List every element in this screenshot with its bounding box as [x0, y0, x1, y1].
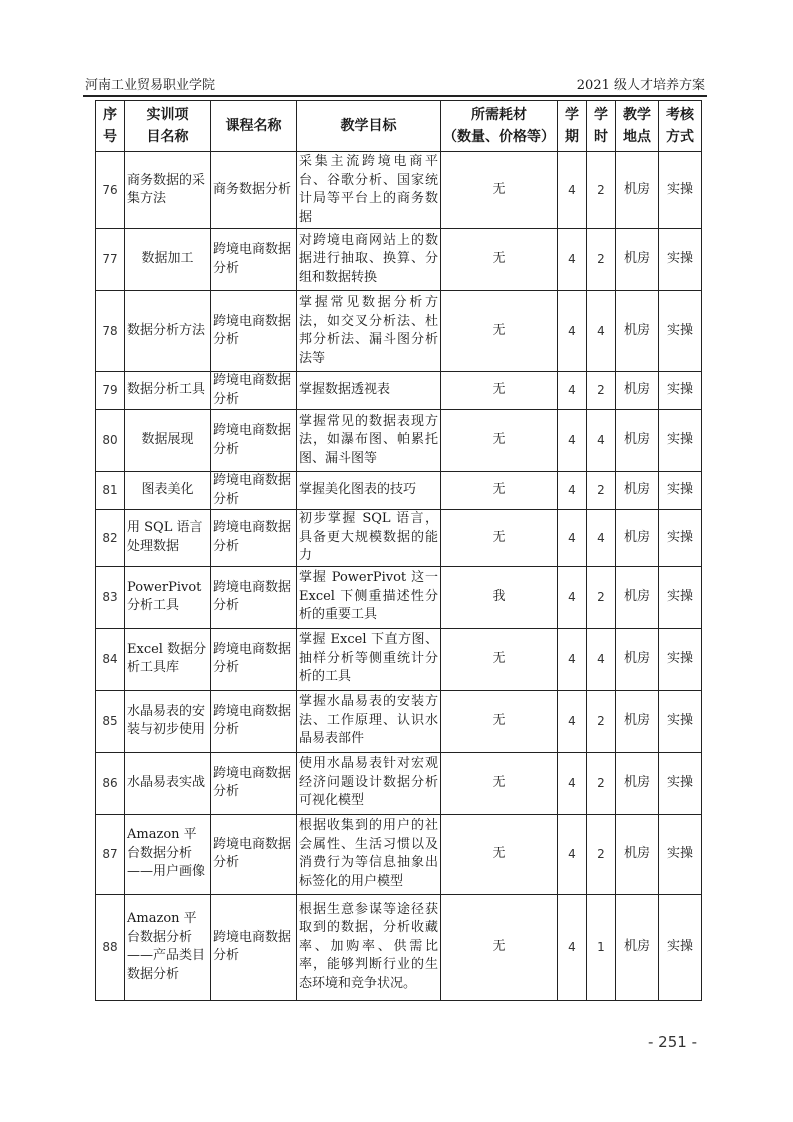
project-name-cell: 用 SQL 语言处理数据 — [125, 510, 211, 567]
location-cell: 机房 — [616, 152, 659, 229]
table-row — [96, 628, 702, 690]
location-cell: 机房 — [616, 229, 659, 291]
materials-cell: 无 — [441, 372, 558, 410]
course-name-cell: 跨境电商数据分析 — [211, 814, 297, 894]
materials-cell: 无 — [441, 894, 558, 1000]
table-row — [96, 690, 702, 752]
document-title: 2021 级人才培养方案 — [576, 78, 705, 93]
location-cell: 机房 — [616, 894, 659, 1000]
project-name-cell: Amazon 平台数据分析——产品类目数据分析 — [125, 894, 211, 1000]
course-name-cell: 跨境电商数据分析 — [211, 291, 297, 372]
course-name-cell: 跨境电商数据分析 — [211, 894, 297, 1000]
row-number-cell: 80 — [96, 410, 125, 472]
teaching-goal-cell: 掌握 Excel 下直方图、抽样分析等侧重统计分析的工具 — [297, 628, 441, 690]
project-name-cell: 水晶易表的安装与初步使用 — [125, 690, 211, 752]
col-term-header — [558, 101, 587, 152]
row-number-cell: 77 — [96, 229, 125, 291]
assessment-cell: 实操 — [659, 894, 702, 1000]
assessment-cell: 实操 — [659, 814, 702, 894]
materials-cell: 无 — [441, 510, 558, 567]
page-number: - 251 - — [648, 1033, 697, 1051]
hours-cell: 2 — [587, 752, 616, 814]
col-material-header-line: 所需耗材 — [471, 107, 527, 123]
materials-cell: 我 — [441, 566, 558, 628]
term-cell: 4 — [558, 229, 587, 291]
term-cell: 4 — [558, 628, 587, 690]
location-cell: 机房 — [616, 291, 659, 372]
project-name-cell: Amazon 平台数据分析——用户画像 — [125, 814, 211, 894]
row-number-cell: 81 — [96, 472, 125, 510]
teaching-goal-cell: 根据收集到的用户的社会属性、生活习惯以及消费行为等信息抽象出标签化的用户模型 — [297, 814, 441, 894]
teaching-goal-cell: 掌握水晶易表的安装方法、工作原理、认识水晶易表部件 — [297, 690, 441, 752]
col-material-header-line: （数量、价格等） — [443, 129, 555, 145]
location-cell: 机房 — [616, 410, 659, 472]
table-row — [96, 410, 702, 472]
materials-cell: 无 — [441, 814, 558, 894]
col-hours-header — [587, 101, 616, 152]
term-cell: 4 — [558, 566, 587, 628]
assessment-cell: 实操 — [659, 510, 702, 567]
hours-cell: 2 — [587, 372, 616, 410]
project-name-cell: 商务数据的采集方法 — [125, 152, 211, 229]
col-place-header-line: 地点 — [623, 129, 651, 145]
term-cell: 4 — [558, 690, 587, 752]
table-row — [96, 291, 702, 372]
hours-cell: 1 — [587, 894, 616, 1000]
hours-cell: 2 — [587, 152, 616, 229]
col-place-header — [616, 101, 659, 152]
assessment-cell: 实操 — [659, 291, 702, 372]
project-name-cell: PowerPivot 分析工具 — [125, 566, 211, 628]
course-name-cell: 跨境电商数据分析 — [211, 510, 297, 567]
materials-cell: 无 — [441, 752, 558, 814]
hours-cell: 2 — [587, 814, 616, 894]
materials-cell: 无 — [441, 472, 558, 510]
course-name-cell: 跨境电商数据分析 — [211, 566, 297, 628]
table-row — [96, 894, 702, 1000]
table-body — [96, 152, 702, 1001]
row-number-cell: 76 — [96, 152, 125, 229]
term-cell: 4 — [558, 372, 587, 410]
course-name-cell: 跨境电商数据分析 — [211, 229, 297, 291]
assessment-cell: 实操 — [659, 229, 702, 291]
materials-cell: 无 — [441, 410, 558, 472]
project-name-cell: 数据展现 — [125, 410, 211, 472]
row-number-cell: 82 — [96, 510, 125, 567]
teaching-goal-cell: 掌握美化图表的技巧 — [297, 472, 441, 510]
location-cell: 机房 — [616, 510, 659, 567]
teaching-goal-cell: 使用水晶易表针对宏观经济问题设计数据分析可视化模型 — [297, 752, 441, 814]
course-name-cell: 跨境电商数据分析 — [211, 472, 297, 510]
col-exam-header-line: 方式 — [666, 129, 694, 145]
table-row — [96, 752, 702, 814]
assessment-cell: 实操 — [659, 152, 702, 229]
row-number-cell: 79 — [96, 372, 125, 410]
hours-cell: 4 — [587, 628, 616, 690]
assessment-cell: 实操 — [659, 410, 702, 472]
teaching-goal-cell: 掌握常见的数据表现方法，如瀑布图、帕累托图、漏斗图等 — [297, 410, 441, 472]
row-number-cell: 86 — [96, 752, 125, 814]
materials-cell: 无 — [441, 152, 558, 229]
table-header-row — [96, 101, 702, 152]
term-cell: 4 — [558, 410, 587, 472]
term-cell: 4 — [558, 510, 587, 567]
course-name-cell: 跨境电商数据分析 — [211, 690, 297, 752]
row-number-cell: 87 — [96, 814, 125, 894]
term-cell: 4 — [558, 814, 587, 894]
col-goal-header-line: 教学目标 — [340, 118, 397, 134]
col-no-header — [96, 101, 125, 152]
teaching-goal-cell: 采集主流跨境电商平台、谷歌分析、国家统计局等平台上的商务数据 — [297, 152, 441, 229]
col-term-header-line: 学 — [565, 107, 579, 123]
col-course-header — [211, 101, 297, 152]
term-cell: 4 — [558, 152, 587, 229]
assessment-cell: 实操 — [659, 566, 702, 628]
assessment-cell: 实操 — [659, 690, 702, 752]
col-no-header-line: 序 — [103, 107, 117, 123]
course-name-cell: 跨境电商数据分析 — [211, 628, 297, 690]
col-project-header-line: 目名称 — [146, 129, 189, 145]
materials-cell: 无 — [441, 690, 558, 752]
materials-cell: 无 — [441, 229, 558, 291]
table-row — [96, 472, 702, 510]
teaching-goal-cell: 初步掌握 SQL 语言，具备更大规模数据的能力 — [297, 510, 441, 567]
assessment-cell: 实操 — [659, 372, 702, 410]
table-row — [96, 152, 702, 229]
term-cell: 4 — [558, 291, 587, 372]
col-hours-header-line: 学 — [594, 107, 608, 123]
col-project-header — [125, 101, 211, 152]
row-number-cell: 85 — [96, 690, 125, 752]
location-cell: 机房 — [616, 752, 659, 814]
teaching-goal-cell: 对跨境电商网站上的数据进行抽取、换算、分组和数据转换 — [297, 229, 441, 291]
hours-cell: 4 — [587, 410, 616, 472]
teaching-goal-cell: 掌握数据透视表 — [297, 372, 441, 410]
hours-cell: 2 — [587, 472, 616, 510]
location-cell: 机房 — [616, 372, 659, 410]
col-material-header — [441, 101, 558, 152]
table-row — [96, 566, 702, 628]
hours-cell: 4 — [587, 291, 616, 372]
hours-cell: 2 — [587, 566, 616, 628]
course-name-cell: 跨境电商数据分析 — [211, 410, 297, 472]
table-row — [96, 814, 702, 894]
col-no-header-line: 号 — [103, 129, 117, 145]
col-exam-header — [659, 101, 702, 152]
location-cell: 机房 — [616, 628, 659, 690]
project-name-cell: 数据加工 — [125, 229, 211, 291]
hours-cell: 2 — [587, 690, 616, 752]
location-cell: 机房 — [616, 566, 659, 628]
row-number-cell: 78 — [96, 291, 125, 372]
col-term-header-line: 期 — [565, 129, 579, 145]
col-project-header-line: 实训项 — [146, 107, 189, 123]
header-divider — [83, 95, 707, 97]
project-name-cell: 图表美化 — [125, 472, 211, 510]
location-cell: 机房 — [616, 814, 659, 894]
term-cell: 4 — [558, 752, 587, 814]
training-projects-table — [95, 100, 702, 1001]
row-number-cell: 88 — [96, 894, 125, 1000]
materials-cell: 无 — [441, 628, 558, 690]
project-name-cell: 数据分析工具 — [125, 372, 211, 410]
col-place-header-line: 教学 — [623, 107, 651, 123]
col-course-header-line: 课程名称 — [225, 118, 282, 134]
materials-cell: 无 — [441, 291, 558, 372]
course-name-cell: 跨境电商数据分析 — [211, 752, 297, 814]
project-name-cell: Excel 数据分析工具库 — [125, 628, 211, 690]
teaching-goal-cell: 根据生意参谋等途径获取到的数据，分析收藏率、加购率、供需比率，能够判断行业的生态环境和竞争状况。 — [297, 894, 441, 1000]
course-name-cell: 商务数据分析 — [211, 152, 297, 229]
teaching-goal-cell: 掌握 PowerPivot 这一 Excel 下侧重描述性分析的重要工具 — [297, 566, 441, 628]
col-hours-header-line: 时 — [594, 129, 608, 145]
location-cell: 机房 — [616, 472, 659, 510]
location-cell: 机房 — [616, 690, 659, 752]
hours-cell: 2 — [587, 229, 616, 291]
course-name-cell: 跨境电商数据分析 — [211, 372, 297, 410]
row-number-cell: 83 — [96, 566, 125, 628]
term-cell: 4 — [558, 472, 587, 510]
assessment-cell: 实操 — [659, 472, 702, 510]
project-name-cell: 数据分析方法 — [125, 291, 211, 372]
assessment-cell: 实操 — [659, 752, 702, 814]
term-cell: 4 — [558, 894, 587, 1000]
table-row — [96, 372, 702, 410]
project-name-cell: 水晶易表实战 — [125, 752, 211, 814]
row-number-cell: 84 — [96, 628, 125, 690]
table-row — [96, 229, 702, 291]
col-goal-header — [297, 101, 441, 152]
school-name: 河南工业贸易职业学院 — [85, 78, 216, 93]
hours-cell: 4 — [587, 510, 616, 567]
page-header — [83, 76, 707, 96]
col-exam-header-line: 考核 — [666, 107, 694, 123]
assessment-cell: 实操 — [659, 628, 702, 690]
table-row — [96, 510, 702, 567]
teaching-goal-cell: 掌握常见数据分析方法，如交叉分析法、杜邦分析法、漏斗图分析法等 — [297, 291, 441, 372]
